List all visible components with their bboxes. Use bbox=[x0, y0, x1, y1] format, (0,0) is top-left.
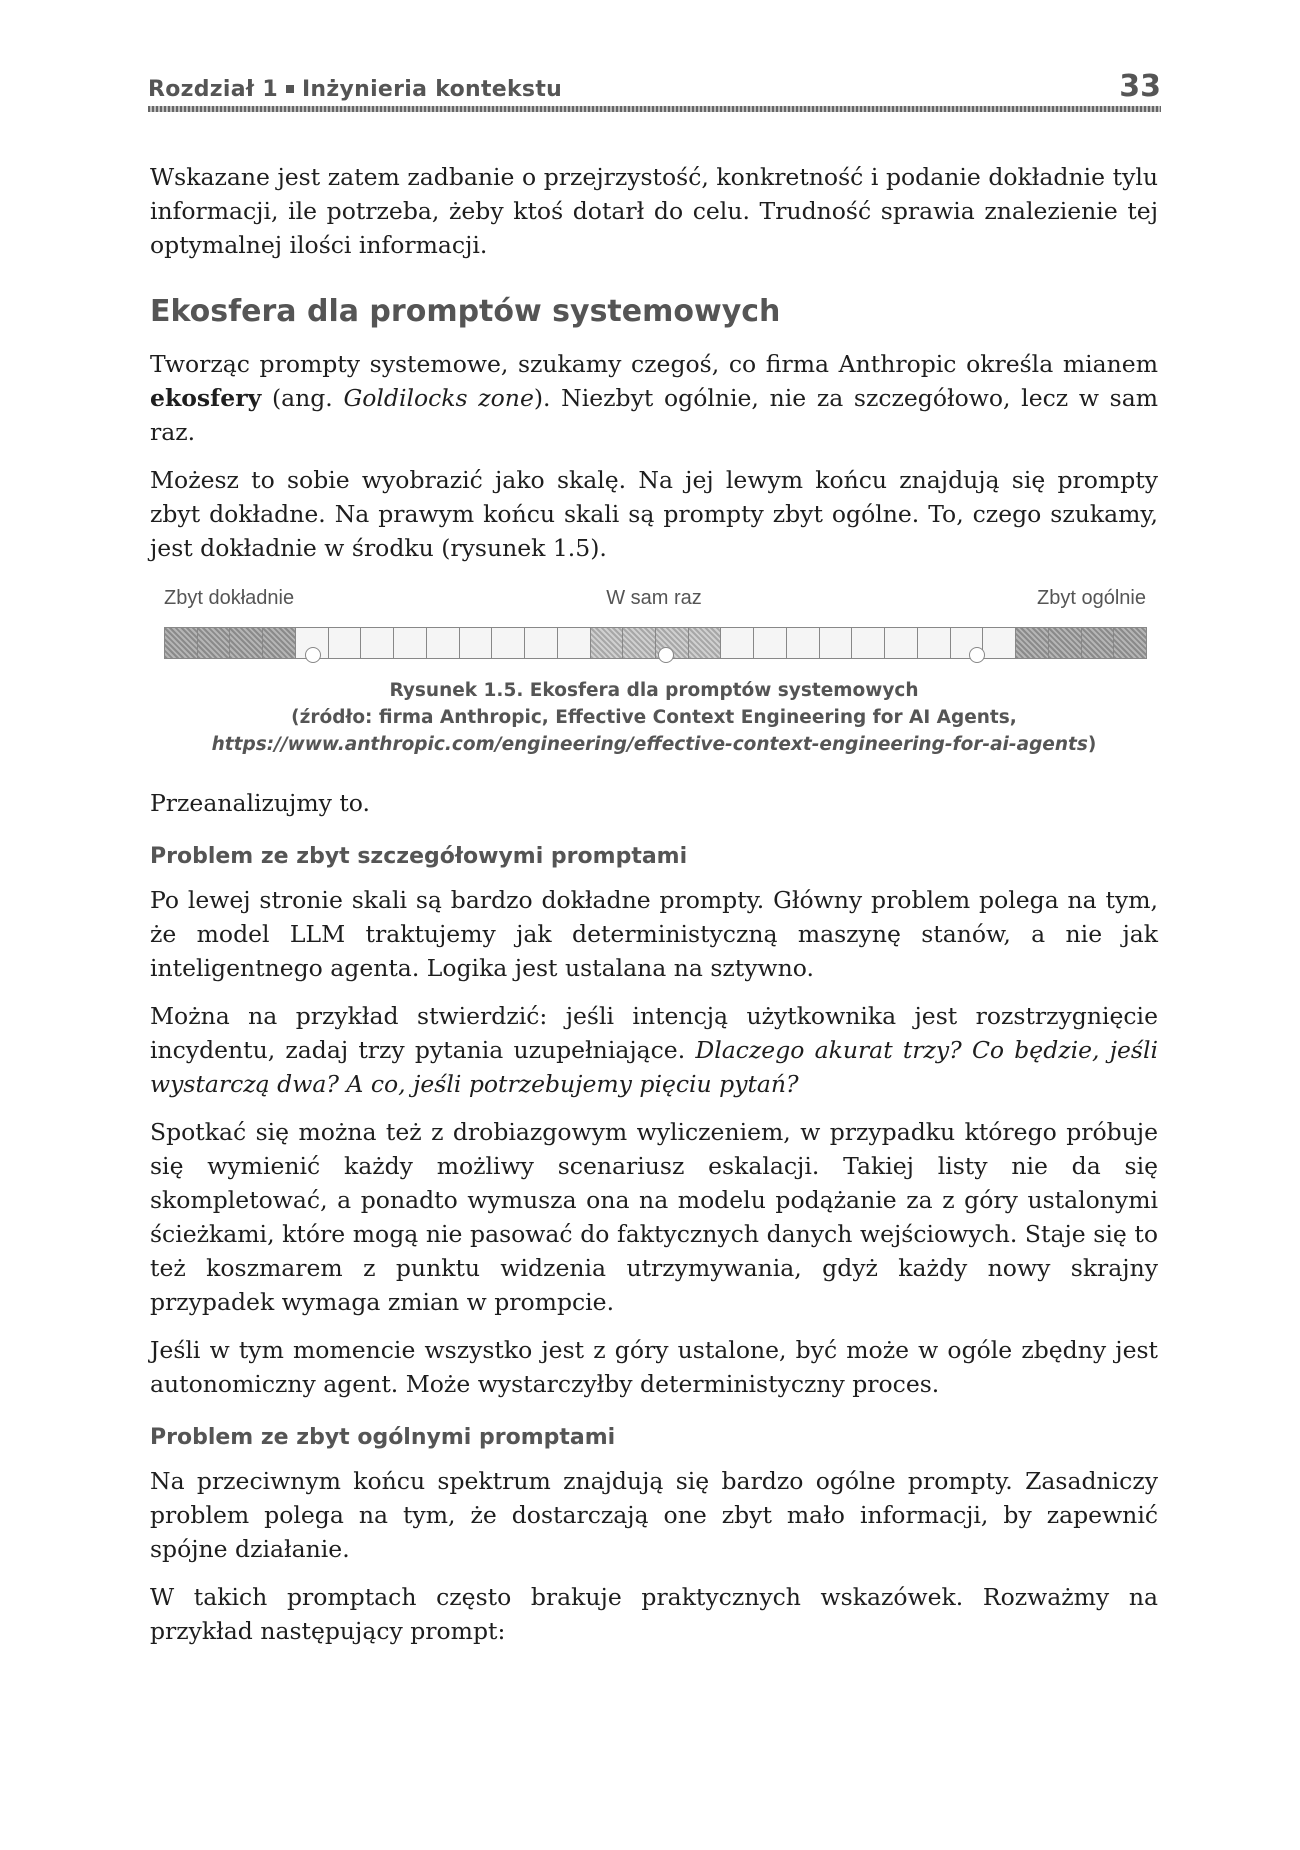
caption-line: (źródło: firma Anthropic, Effective Context Engineering for AI Agents, bbox=[291, 707, 1017, 728]
scale-segment bbox=[688, 627, 722, 659]
page-number: 33 bbox=[1119, 69, 1161, 104]
header-rule bbox=[148, 106, 1161, 112]
caption-line bbox=[150, 731, 1158, 758]
paragraph: Przeanalizujmy to. bbox=[150, 789, 371, 817]
scale-label-left: Zbyt dokładnie bbox=[164, 587, 295, 609]
scale-segment bbox=[590, 627, 624, 659]
text-run: Można na przykład stwierdzić: jeśli intencją użytkownika jest rozstrzygnięcie incydentu, zadaj trzy pytania uzupełniające. bbox=[150, 1002, 1158, 1064]
bold-term: ekosfery bbox=[150, 384, 262, 412]
scale-segment bbox=[557, 627, 591, 659]
paragraph-questions bbox=[150, 999, 1158, 1101]
scale-segment bbox=[819, 627, 853, 659]
figure-scale bbox=[150, 583, 1158, 758]
scale-label-right: Zbyt ogólnie bbox=[1037, 587, 1146, 609]
paragraph: Wskazane jest zatem zadbanie o przejrzystość, konkretność i podanie dokładnie tylu informacji, ile potrzeba, żeby ktoś dotarł do celu. Trudność sprawia znalezienie tej optymalnej ilości informacji. bbox=[150, 163, 1158, 259]
scale-labels bbox=[150, 583, 1158, 617]
scale-segment bbox=[459, 627, 493, 659]
section-label: Inżynieria kontekstu bbox=[301, 77, 563, 102]
subsection-heading: Problem ze zbyt szczegółowymi promptami bbox=[150, 844, 688, 869]
running-head-title bbox=[148, 77, 562, 102]
scale-segment bbox=[851, 627, 885, 659]
scale-segment bbox=[164, 627, 198, 659]
scale-bar bbox=[164, 627, 1146, 661]
running-head bbox=[148, 70, 1161, 112]
scale-segment bbox=[491, 627, 525, 659]
text-run: (ang. bbox=[261, 384, 344, 412]
paragraph: Jeśli w tym momencie wszystko jest z góry ustalone, być może w ogóle zbędny jest autonomiczny agent. Może wystarczyłby deterministyczny proces. bbox=[150, 1336, 1158, 1398]
paragraph: W takich promptach często brakuje praktycznych wskazówek. Rozważmy na przykład następujący prompt: bbox=[150, 1583, 1158, 1645]
separator-square-icon bbox=[286, 85, 294, 93]
figure-caption bbox=[150, 677, 1158, 758]
scale-segment bbox=[917, 627, 951, 659]
scale-marker bbox=[305, 647, 321, 663]
scale-segment bbox=[753, 627, 787, 659]
scale-segment bbox=[426, 627, 460, 659]
italic-term: Goldilocks zone bbox=[343, 384, 534, 412]
scale-segment bbox=[524, 627, 558, 659]
scale-segment bbox=[393, 627, 427, 659]
section-heading: Ekosfera dla promptów systemowych bbox=[150, 294, 781, 329]
scale-marker bbox=[969, 647, 985, 663]
scale-segment bbox=[720, 627, 754, 659]
scale-segment bbox=[360, 627, 394, 659]
caption-url: https://www.anthropic.com/engineering/effective-context-engineering-for-ai-agents bbox=[211, 734, 1088, 755]
scale-segment bbox=[884, 627, 918, 659]
scale-marker bbox=[658, 647, 674, 663]
text-run: Tworząc prompty systemowe, szukamy czegoś, co firma Anthropic określa mianem bbox=[150, 350, 1158, 378]
subsection-heading: Problem ze zbyt ogólnymi promptami bbox=[150, 1425, 616, 1450]
paragraph: Możesz to sobie wyobrazić jako skalę. Na jej lewym końcu znajdują się prompty zbyt dokładne. Na prawym końcu skali są prompty zbyt ogólne. To, czego szukamy, jest dokładnie w środku (rysunek 1.5). bbox=[150, 466, 1158, 562]
scale-segment bbox=[262, 627, 296, 659]
scale-segment bbox=[1081, 627, 1115, 659]
paragraph: Spotkać się można też z drobiazgowym wyliczeniem, w przypadku którego próbuje się wymienić każdy możliwy scenariusz eskalacji. Takiej listy nie da się skompletować, a ponadto wymusza ona na modelu podążanie za z góry ustalonymi ścieżkami, które mogą nie pasować do faktycznych danych wejściowych. Staje się to też koszmarem z punktu widzenia utrzymywania, gdyż każdy nowy skrajny przypadek wymaga zmian w prompcie. bbox=[150, 1118, 1158, 1316]
scale-segment bbox=[328, 627, 362, 659]
scale-segment bbox=[229, 627, 263, 659]
italic-questions: Dlaczego akurat trzy? Co będzie, jeśli wystarczą dwa? A co, jeśli potrzebujemy pięciu pytań? bbox=[150, 1036, 1158, 1098]
paragraph-goldilocks bbox=[150, 347, 1158, 449]
body-column bbox=[150, 160, 1158, 1662]
scale-segment bbox=[197, 627, 231, 659]
scale-segment bbox=[1015, 627, 1049, 659]
chapter-label: Rozdział 1 bbox=[148, 77, 278, 102]
text-run: ). Niezbyt ogólnie, nie za szczegółowo, lecz w sam raz. bbox=[150, 384, 1158, 446]
scale-segment bbox=[1113, 627, 1147, 659]
caption-line: Rysunek 1.5. Ekosfera dla promptów systemowych bbox=[389, 680, 919, 701]
scale-segment bbox=[1048, 627, 1082, 659]
scale-segment bbox=[622, 627, 656, 659]
scale-label-center: W sam raz bbox=[606, 587, 702, 609]
scale-segment bbox=[982, 627, 1016, 659]
scale-segment bbox=[786, 627, 820, 659]
paragraph: Na przeciwnym końcu spektrum znajdują się bardzo ogólne prompty. Zasadniczy problem polega na tym, że dostarczają one zbyt mało informacji, by zapewnić spójne działanie. bbox=[150, 1467, 1158, 1563]
caption-close: ) bbox=[1087, 734, 1097, 755]
paragraph: Po lewej stronie skali są bardzo dokładne prompty. Główny problem polega na tym, że model LLM traktujemy jak deterministyczną maszynę stanów, a nie jak inteligentnego agenta. Logika jest ustalana na sztywno. bbox=[150, 886, 1158, 982]
